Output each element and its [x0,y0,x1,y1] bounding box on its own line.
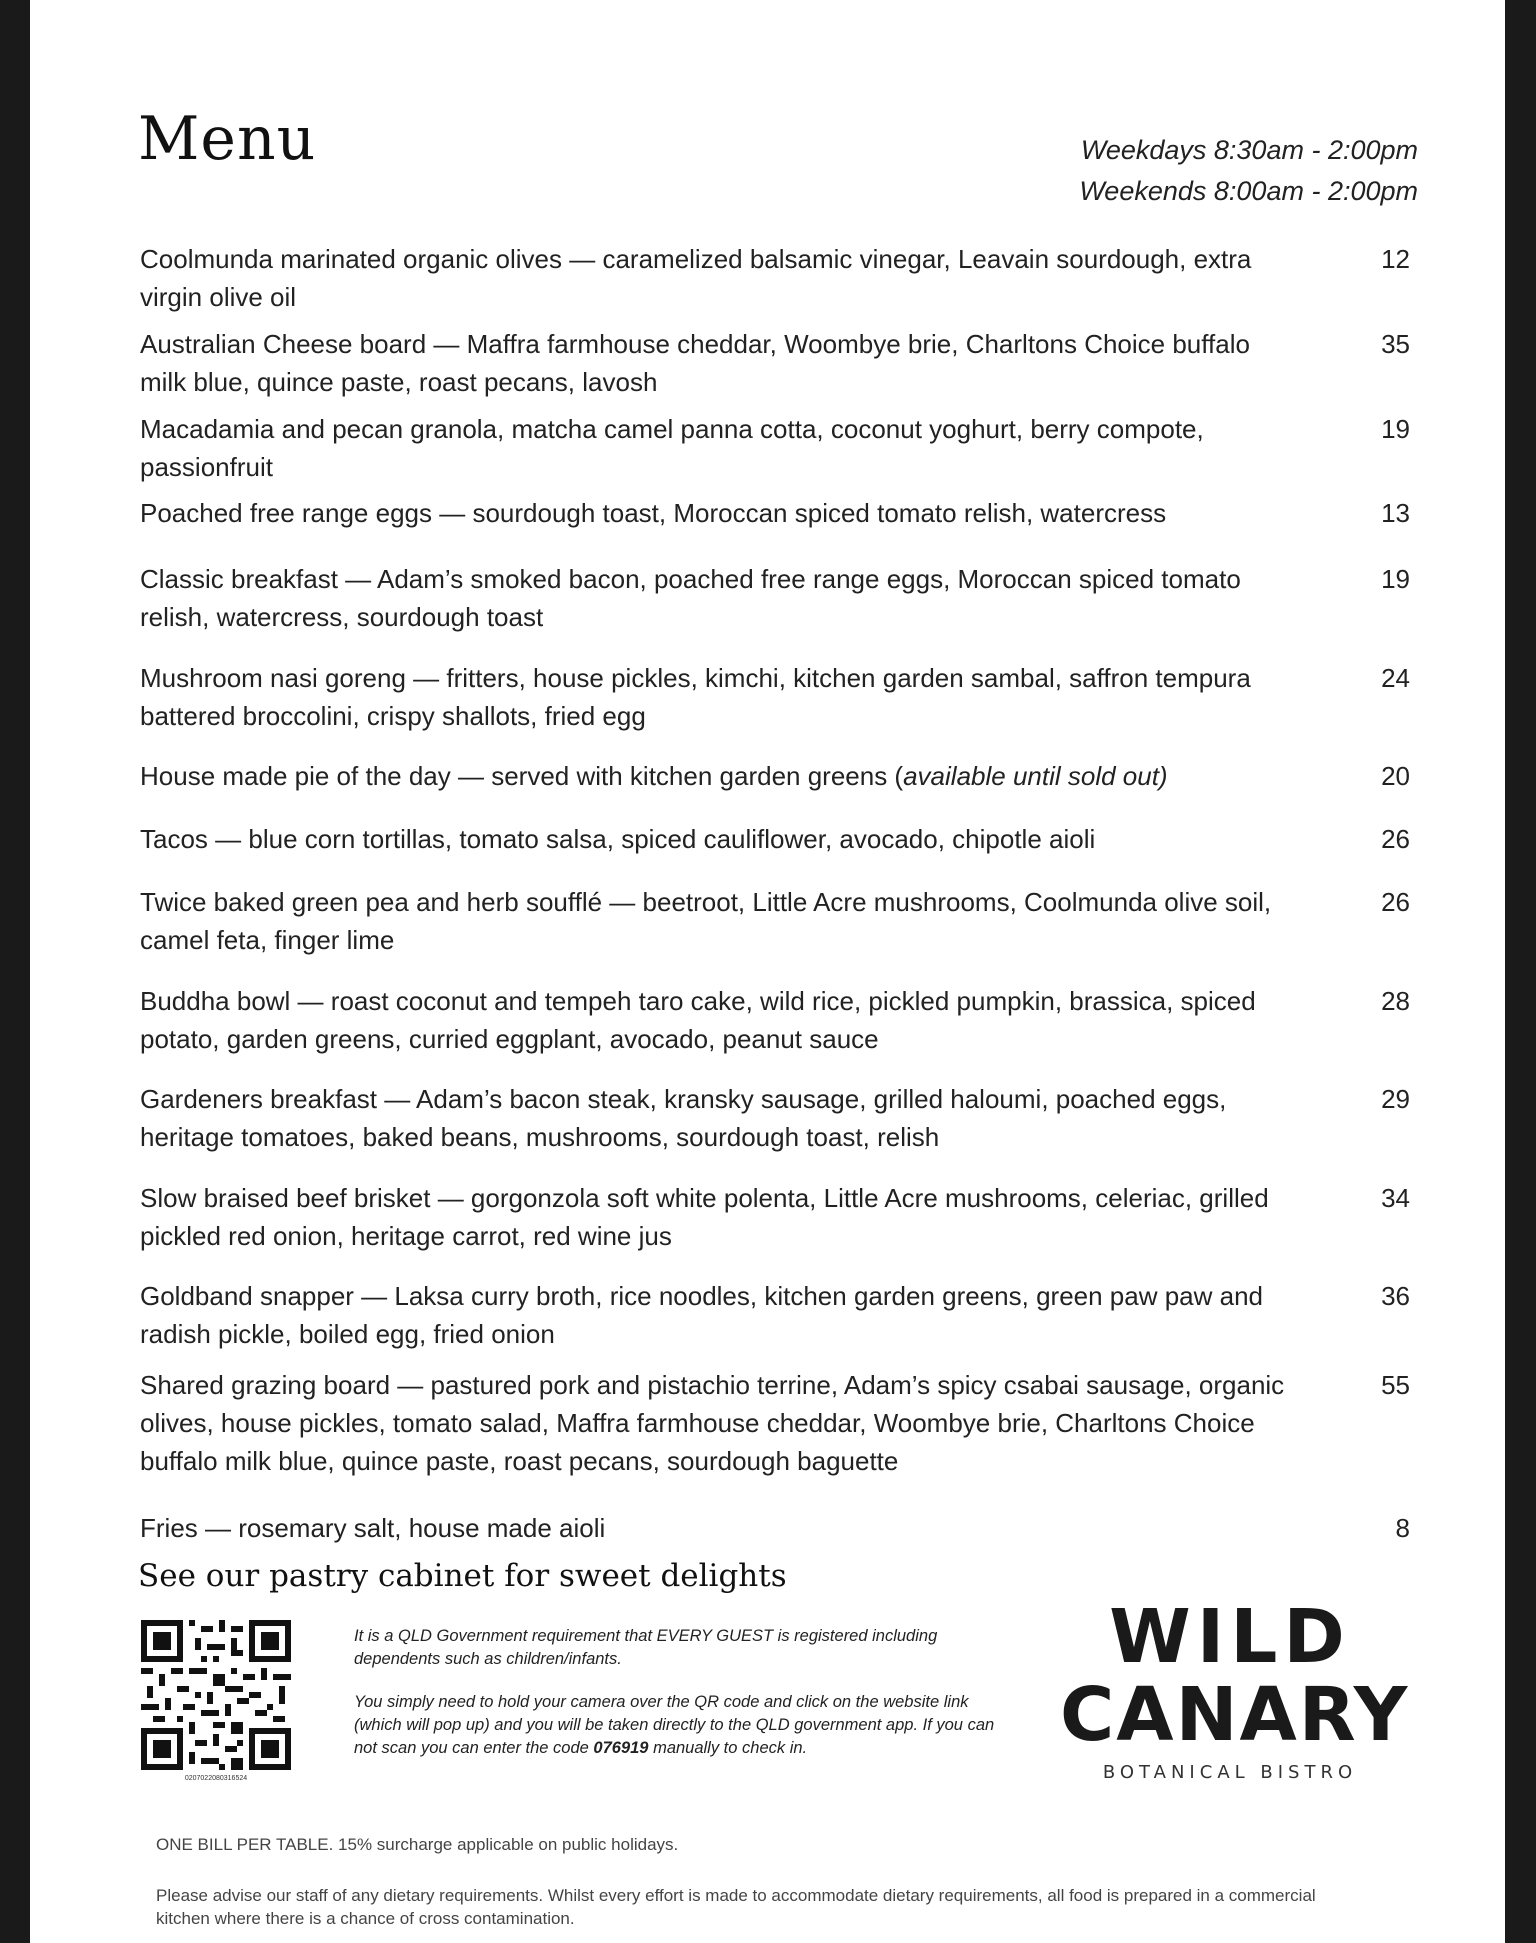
menu-item [140,325,1410,401]
menu-item-description: Coolmunda marinated organic olives — caramelized balsamic vinegar, Leavain sourdough, extra virgin olive oil [140,244,1252,312]
qr-code-icon[interactable] [141,1620,291,1770]
menu-item [140,240,1410,316]
menu-item-price: 19 [1381,414,1410,444]
checkin-code: 076919 [593,1739,649,1757]
qr-code-caption: 0207022080316524 [184,1775,248,1782]
menu-item [140,757,1410,795]
menu-item-price: 24 [1381,663,1410,693]
opening-hours [1079,130,1418,212]
menu-item [140,1509,1410,1547]
menu-item [140,883,1410,959]
menu-item [140,982,1410,1058]
dietary-note: Please advise our staff of any dietary requirements. Whilst every effort is made to accommodate dietary requirements, all food is prepared in a commercial kitchen where there is a chance of cross contamination. [156,1886,1316,1928]
weekday-hours: Weekdays 8:30am - 2:00pm [1080,135,1418,165]
menu-item-price: 26 [1381,887,1410,917]
menu-item-price: 34 [1381,1183,1410,1213]
menu-item-price: 36 [1381,1281,1410,1311]
logo-tagline: BOTANICAL BISTRO [1102,1762,1358,1783]
menu-item-description: Twice baked green pea and herb soufflé — beetroot, Little Acre mushrooms, Coolmunda olive soil, camel feta, finger lime [140,887,1272,955]
menu-item-price: 20 [1381,761,1410,791]
menu-item-price: 35 [1381,329,1410,359]
menu-item-price: 19 [1381,564,1410,594]
menu-item-price: 8 [1395,1513,1410,1543]
menu-item-description: Australian Cheese board — Maffra farmhouse cheddar, Woombye brie, Charltons Choice buffalo milk blue, quince paste, roast pecans, lavosh [140,329,1250,397]
menu-item-price: 26 [1381,824,1410,854]
menu-item-description: Mushroom nasi goreng — fritters, house pickles, kimchi, kitchen garden sambal, saffron tempura battered broccolini, crispy shallots, fried egg [140,663,1251,731]
menu-item [140,1366,1410,1480]
menu-item-description: Fries — rosemary salt, house made aioli [140,1513,606,1543]
menu-item [140,410,1410,486]
menu-item [140,820,1410,858]
menu-item-description: Slow braised beef brisket — gorgonzola soft white polenta, Little Acre mushrooms, celeriac, grilled pickled red onion, heritage carrot, red wine jus [140,1183,1269,1251]
logo-line-1: WILD [1109,1594,1351,1680]
menu-item-price: 12 [1381,244,1410,274]
logo-line-2: CANARY [1060,1672,1410,1758]
menu-item-description: House made pie of the day — served with kitchen garden greens (available until sold out) [140,761,1168,791]
menu-item-description: Buddha bowl — roast coconut and tempeh taro cake, wild rice, pickled pumpkin, brassica, spiced potato, garden greens, curried eggplant, avocado, peanut sauce [140,986,1256,1054]
checkin-instructions [354,1625,1014,1780]
menu-item-description: Classic breakfast — Adam’s smoked bacon, poached free range eggs, Moroccan spiced tomato relish, watercress, sourdough toast [140,564,1241,632]
menu-item [140,1080,1410,1156]
menu-item [140,659,1410,735]
menu-item-price: 28 [1381,986,1410,1016]
checkin-how-to: You simply need to hold your camera over the QR code and click on the website link (which will pop up) and you will be taken directly to the QLD government app. If you can not scan you can enter the code 076919 manually to check in. [354,1693,995,1757]
menu-title: Menu [138,104,317,174]
pastry-note: See our pastry cabinet for sweet delights [138,1558,787,1594]
menu-item [140,1277,1410,1353]
checkin-requirement: It is a QLD Government requirement that EVERY GUEST is registered including dependents such as children/infants. [354,1627,938,1668]
menu-item [140,1179,1410,1255]
bill-note: ONE BILL PER TABLE. 15% surcharge applicable on public holidays. [156,1835,679,1854]
menu-item-description: Gardeners breakfast — Adam’s bacon steak, kransky sausage, grilled haloumi, poached eggs, heritage tomatoes, baked beans, mushrooms, sourdough toast, relish [140,1084,1227,1152]
menu-item-description: Poached free range eggs — sourdough toast, Moroccan spiced tomato relish, watercress [140,498,1167,528]
menu-item-description: Macadamia and pecan granola, matcha camel panna cotta, coconut yoghurt, berry compote, passionfruit [140,414,1204,482]
wild-canary-logo [1060,1594,1410,1783]
menu-item-price: 29 [1381,1084,1410,1114]
menu-item-description: Goldband snapper — Laksa curry broth, rice noodles, kitchen garden greens, green paw paw and radish pickle, boiled egg, fried onion [140,1281,1264,1349]
menu-item-description: Tacos — blue corn tortillas, tomato salsa, spiced cauliflower, avocado, chipotle aioli [140,824,1096,854]
menu-item-price: 13 [1381,498,1410,528]
menu-item-price: 55 [1381,1370,1410,1400]
availability-note: available until sold out) [903,761,1168,791]
menu-item [140,560,1410,636]
weekend-hours: Weekends 8:00am - 2:00pm [1079,176,1418,206]
menu-item-description: Shared grazing board — pastured pork and pistachio terrine, Adam’s spicy csabai sausage, organic olives, house pickles, tomato salad, Maffra farmhouse cheddar, Woombye brie, Charltons Choice buffalo milk blue, quince paste, roast pecans, sourdough baguette [140,1370,1285,1476]
menu-item [140,494,1410,532]
